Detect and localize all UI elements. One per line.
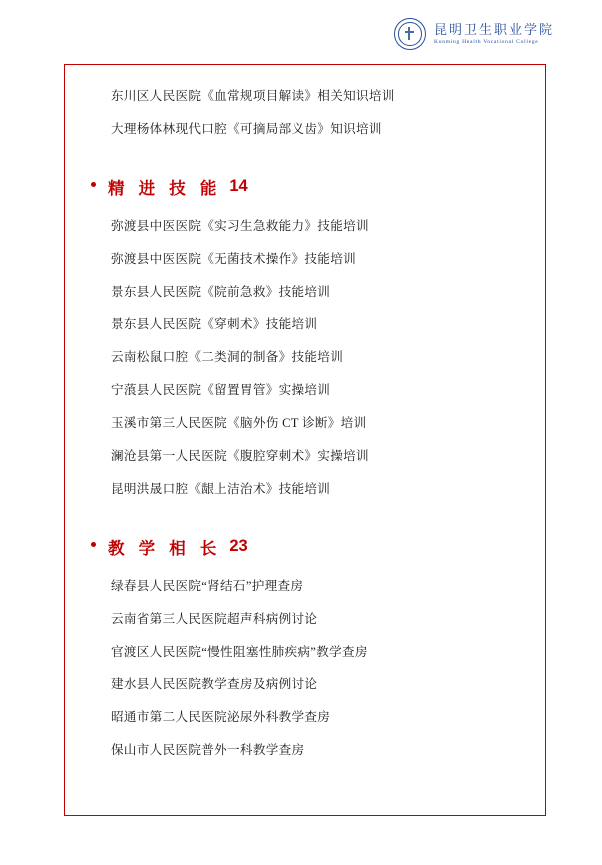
list-item: 昭通市第二人民医院泌尿外科教学查房 — [111, 710, 331, 725]
list-item: 云南省第三人民医院超声科病例讨论 — [111, 611, 318, 626]
list-item: 保山市人民医院普外一科教学查房 — [111, 743, 305, 758]
list-item: 建水县人民医院教学查房及病例讨论 — [111, 677, 318, 692]
list-item: 弥渡县中医医院《无菌技术操作》技能培训 — [111, 251, 356, 266]
section-jiaoxue-xiangzhang — [91, 535, 521, 760]
list-item: 昆明洪晟口腔《龈上洁治术》技能培训 — [111, 481, 331, 496]
top-item-list — [91, 87, 521, 139]
list-item: 弥渡县中医医院《实习生急救能力》技能培训 — [111, 218, 369, 233]
section-heading — [91, 175, 521, 199]
section-heading — [91, 535, 521, 559]
list-item: 宁蒗县人民医院《留置胃管》实操培训 — [111, 383, 331, 398]
college-logo-text — [434, 23, 554, 45]
college-name-cn: 昆明卫生职业学院 — [433, 21, 554, 37]
list-item: 景东县人民医院《穿刺术》技能培训 — [111, 317, 318, 332]
section-title: 精 进 技 能 — [108, 178, 222, 198]
bullet-icon — [91, 542, 96, 547]
list-item: 大理杨体林现代口腔《可摘局部义齿》知识培训 — [111, 121, 382, 136]
content-frame — [64, 64, 546, 816]
list-item: 官渡区人民医院“慢性阻塞性肺疾病”教学查房 — [111, 644, 368, 659]
college-logo-header — [394, 18, 554, 50]
list-item: 玉溪市第三人民医院《脑外伤 CT 诊断》培训 — [111, 416, 367, 431]
college-name-en: Kunming Health Vocational College — [433, 38, 539, 45]
college-seal-icon — [394, 18, 426, 50]
list-item: 澜沧县第一人民医院《腹腔穿刺术》实操培训 — [111, 449, 369, 464]
bullet-icon — [91, 182, 96, 187]
section-count: 23 — [229, 537, 248, 556]
list-item: 云南松鼠口腔《二类洞的制备》技能培训 — [111, 350, 344, 365]
section-jingjin-jineng — [91, 175, 521, 499]
list-item: 东川区人民医院《血常规项目解读》相关知识培训 — [111, 89, 395, 103]
list-item: 景东县人民医院《院前急救》技能培训 — [111, 284, 331, 299]
content-body — [65, 65, 547, 760]
list-item: 绿春县人民医院“肾结石”护理查房 — [111, 578, 304, 593]
section-title: 教 学 相 长 — [108, 538, 222, 558]
section-count: 14 — [229, 177, 248, 196]
